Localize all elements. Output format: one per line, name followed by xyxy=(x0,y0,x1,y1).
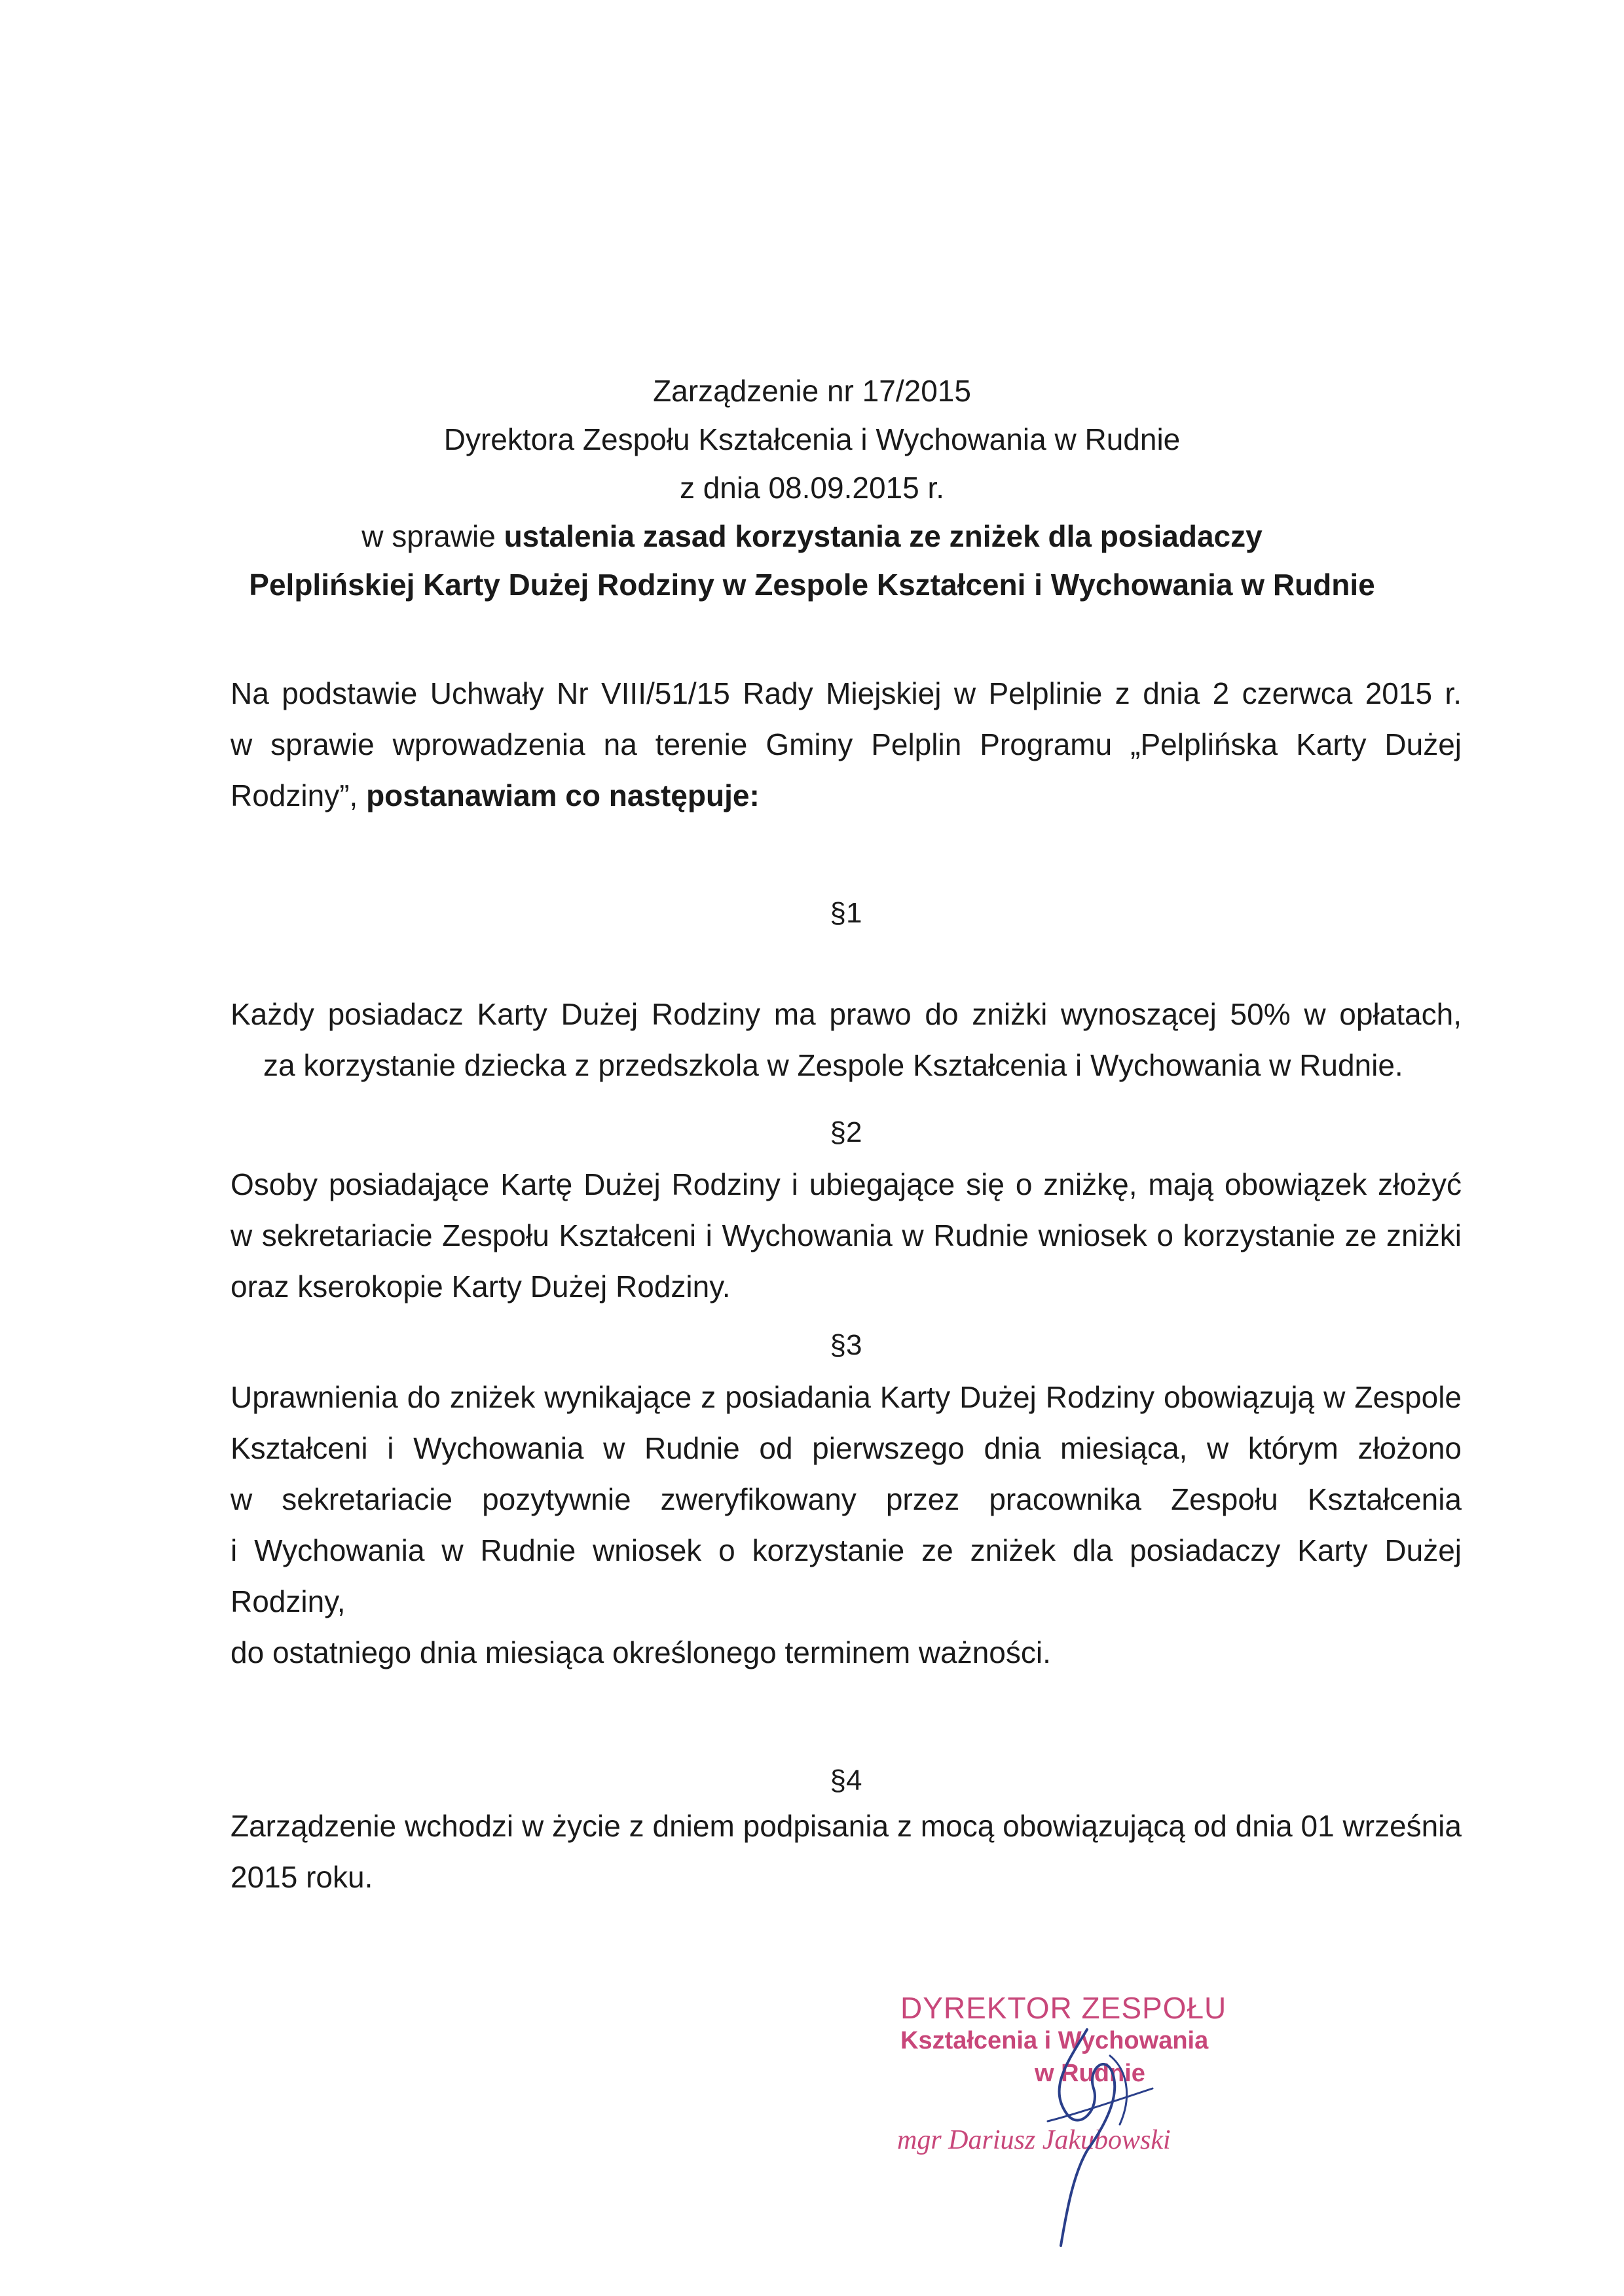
handwritten-signature xyxy=(851,1990,1310,2265)
section-1-sign: §1 xyxy=(830,897,862,929)
section-3-line-5: do ostatniego dnia miesiąca określonego terminem ważności. xyxy=(231,1635,1051,1669)
section-4-line-2: 2015 roku. xyxy=(231,1860,373,1894)
section-1-body xyxy=(231,989,1462,1091)
section-3-line-3: w sekretariacie pozytywnie zweryfikowany przez pracownika Zespołu Kształcenia xyxy=(231,1482,1462,1516)
document-header xyxy=(196,367,1428,609)
preamble-line-3 xyxy=(231,770,1462,821)
section-1-line-2: za korzystanie dziecka z przedszkola w Zespole Kształcenia i Wychowania w Rudnie. xyxy=(263,1048,1403,1082)
section-3-line-1: Uprawnienia do zniżek wynikające z posiadania Karty Dużej Rodziny obowiązują w Zespole xyxy=(231,1380,1462,1414)
section-4-sign: §4 xyxy=(830,1764,862,1796)
director-stamp xyxy=(851,1990,1310,2265)
section-2-sign: §2 xyxy=(830,1116,862,1148)
preamble xyxy=(231,668,1462,821)
preamble-line-1: Na podstawie Uchwały Nr VIII/51/15 Rady Miejskiej w Pelplinie z dnia 2 czerwca 2015 r. xyxy=(231,676,1462,710)
preamble-line-3-prefix: Rodziny”, xyxy=(231,778,367,812)
section-4-body xyxy=(231,1800,1462,1903)
section-3-line-2: Kształceni i Wychowania w Rudnie od pierwszego dnia miesiąca, w którym złożono xyxy=(231,1431,1462,1465)
preamble-line-2: w sprawie wprowadzenia na terenie Gminy Pelplin Programu „Pelplińska Karty Dużej xyxy=(231,727,1462,761)
subject-prefix: w sprawie xyxy=(361,519,504,553)
stamp-line-1: DYREKTOR ZESPOŁU xyxy=(900,1991,1227,2025)
section-2-line-3: oraz kserokopie Karty Dużej Rodziny. xyxy=(231,1269,731,1303)
stamp-line-4: mgr Dariusz Jakubowski xyxy=(897,2125,1171,2155)
document-date: z dnia 08.09.2015 r. xyxy=(679,471,945,505)
section-2-line-1: Osoby posiadające Kartę Dużej Rodziny i ubiegające się o zniżkę, mają obowiązek złożyć xyxy=(231,1167,1462,1201)
section-4-line-1: Zarządzenie wchodzi w życie z dniem podpisania z mocą obowiązującą od dnia 01 września xyxy=(231,1809,1462,1843)
section-2-body xyxy=(231,1159,1462,1312)
subject-bold-1: ustalenia zasad korzystania ze zniżek dla posiadaczy xyxy=(504,519,1263,553)
section-3-sign: §3 xyxy=(830,1329,862,1361)
section-3-line-4: i Wychowania w Rudnie wniosek o korzystanie ze zniżek dla posiadaczy Karty Dużej Rodziny, xyxy=(231,1533,1462,1618)
section-1-line-1: Każdy posiadacz Karty Dużej Rodziny ma prawo do zniżki wynoszącej 50% w opłatach, xyxy=(231,997,1462,1031)
document-title: Zarządzenie nr 17/2015 xyxy=(653,374,971,408)
stamp-line-2: Kształcenia i Wychowania xyxy=(900,2027,1209,2054)
document-issuer: Dyrektora Zespołu Kształcenia i Wychowania w Rudnie xyxy=(443,422,1181,456)
section-2-line-2: w sekretariacie Zespołu Kształceni i Wychowania w Rudnie wniosek o korzystanie ze zniżki xyxy=(231,1218,1462,1252)
stamp-line-3: w Rudnie xyxy=(1035,2060,1145,2087)
document-subject-line-2: Pelplińskiej Karty Dużej Rodziny w Zespole Kształceni i Wychowania w Rudnie xyxy=(249,568,1375,602)
preamble-line-3-bold: postanawiam co następuje: xyxy=(366,778,760,812)
document-subject-line-1 xyxy=(196,512,1428,560)
section-3-body xyxy=(231,1372,1462,1678)
